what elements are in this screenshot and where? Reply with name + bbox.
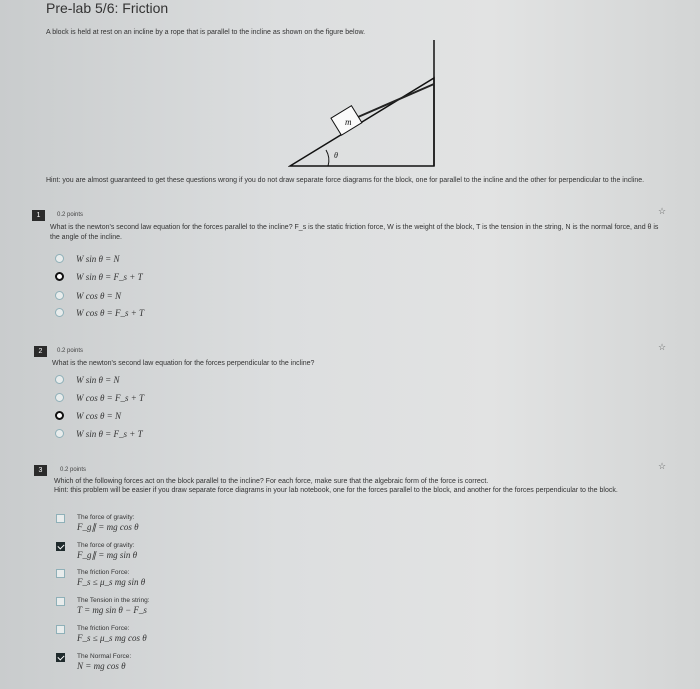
radio-button[interactable]: [55, 375, 64, 384]
radio-button[interactable]: [55, 254, 64, 263]
angle-label: θ: [334, 151, 338, 160]
question-text: Which of the following forces act on the block parallel to the incline? For each force, make sure that the algebraic form of the force is correct.: [54, 478, 489, 485]
star-icon[interactable]: ☆: [658, 461, 667, 471]
question-hint: Hint: this problem will be easier if you draw separate force diagrams in your lab notebook, one for the forces parallel to the block, and another for the forces perpendicular to the block.: [54, 487, 618, 494]
answer-option[interactable]: W cos θ = N: [55, 288, 121, 303]
incline-figure: [288, 38, 438, 168]
radio-button[interactable]: [55, 429, 64, 438]
question-number: 1: [32, 210, 45, 221]
question-number: 3: [34, 465, 47, 476]
answer-option[interactable]: W sin θ = N: [55, 372, 120, 387]
question-text: What is the newton's second law equation for the forces perpendicular to the incline?: [52, 360, 315, 367]
question-text: What is the newton's second law equation for the forces parallel to the incline? F_s is the static friction force, W is the weight of the block, T is the tension in the string, N is the normal force, and θ is the angle of the incline.: [50, 224, 659, 241]
points-label: 0.2 points: [60, 467, 87, 473]
checkbox-option[interactable]: The friction Force: F_s ≤ μ_s mg sin θ: [56, 568, 145, 588]
answer-option[interactable]: W sin θ = N: [55, 251, 120, 266]
star-icon[interactable]: ☆: [658, 206, 667, 216]
answer-option[interactable]: W cos θ = F_s + T: [55, 390, 144, 405]
checkbox-checked[interactable]: [56, 653, 65, 662]
block-label: m: [345, 117, 352, 127]
points-label: 0.2 points: [57, 348, 84, 354]
angle-arc: [326, 150, 329, 166]
checkbox[interactable]: [56, 569, 65, 578]
checkbox-option[interactable]: The Normal Force: N = mg cos θ: [56, 652, 131, 672]
checkbox-option[interactable]: The force of gravity: F_g∥ = mg cos θ: [56, 513, 139, 533]
star-icon[interactable]: ☆: [658, 342, 667, 352]
intro-text: A block is held at rest on an incline by a rope that is parallel to the incline as shown on the figure below.: [46, 29, 366, 36]
answer-option[interactable]: W cos θ = N: [55, 408, 121, 423]
checkbox[interactable]: [56, 625, 65, 634]
question-number: 2: [34, 346, 47, 357]
rope: [358, 84, 434, 117]
answer-option[interactable]: W sin θ = F_s + T: [55, 426, 143, 441]
checkbox-option[interactable]: The force of gravity: F_g∥ = mg sin θ: [56, 541, 137, 561]
checkbox-option[interactable]: The friction Force: F_s ≤ μ_s mg cos θ: [56, 624, 147, 644]
radio-button[interactable]: [55, 393, 64, 402]
radio-button-selected[interactable]: [55, 411, 64, 420]
hint-text: Hint: you are almost guaranteed to get these questions wrong if you do not draw separate force diagrams for the block, one for parallel to the incline and the other for perpendicular to the incline.: [46, 177, 645, 184]
checkbox[interactable]: [56, 597, 65, 606]
radio-button[interactable]: [55, 308, 64, 317]
radio-button-selected[interactable]: [55, 272, 64, 281]
answer-option[interactable]: W cos θ = F_s + T: [55, 305, 144, 320]
points-label: 0.2 points: [57, 212, 84, 218]
radio-button[interactable]: [55, 291, 64, 300]
answer-option[interactable]: W sin θ = F_s + T: [55, 269, 143, 284]
checkbox-option[interactable]: The Tension in the string: T = mg sin θ − F_s: [56, 596, 150, 616]
checkbox[interactable]: [56, 514, 65, 523]
page-title: Pre-lab 5/6: Friction: [46, 0, 169, 16]
checkbox-checked[interactable]: [56, 542, 65, 551]
